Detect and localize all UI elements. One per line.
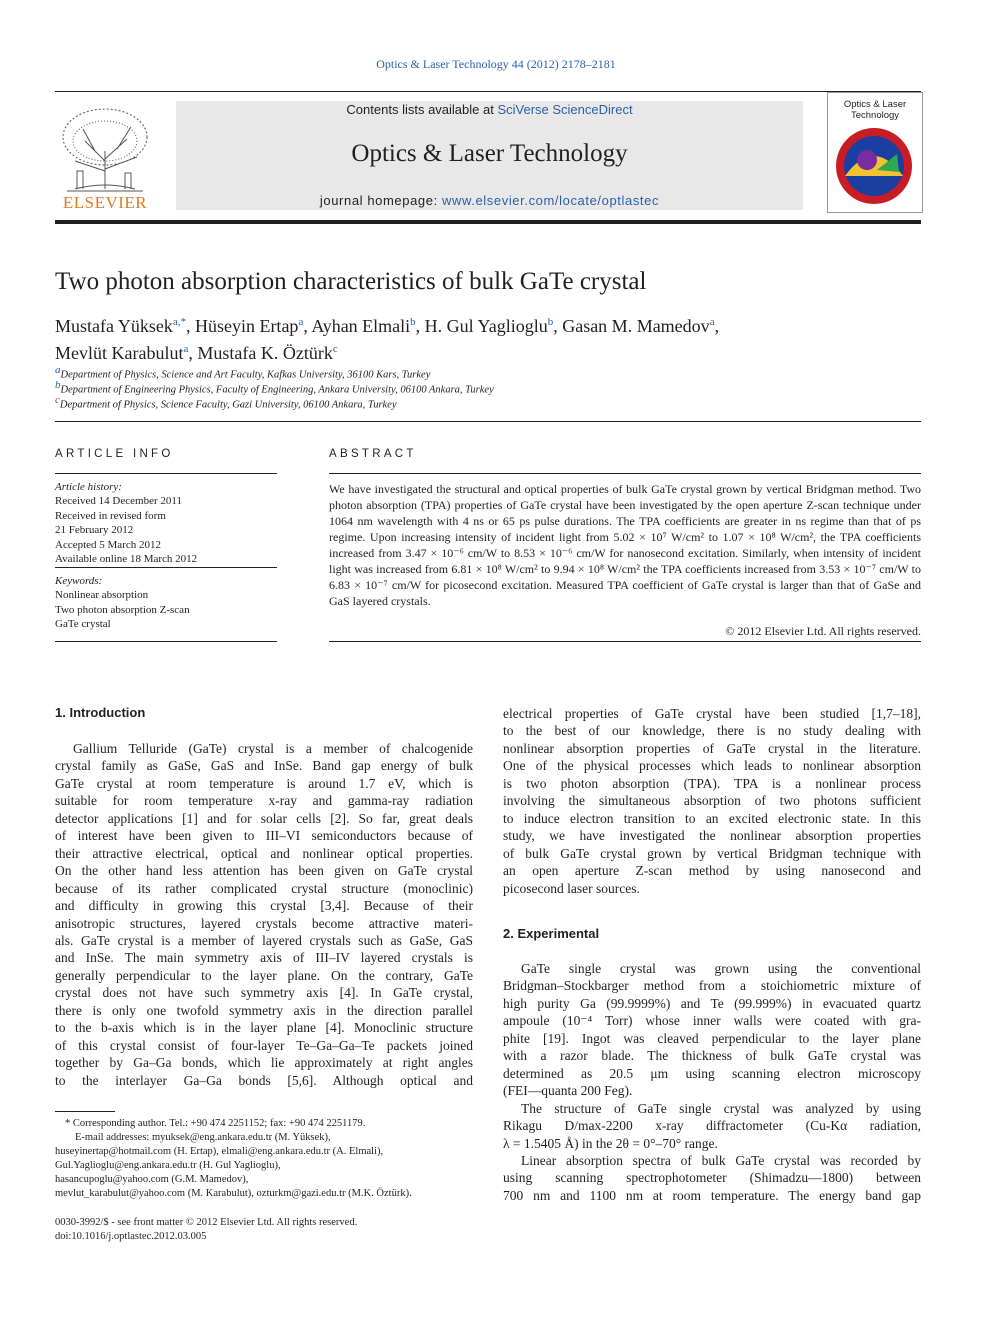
history-item: Available online 18 March 2012 — [55, 553, 198, 566]
text-line: picosecond laser sources. — [503, 880, 640, 896]
text-line: there is only one twofold symmetry axis in the direction parallel — [55, 1002, 473, 1018]
text-line: nonlinear absorption properties of GaTe crystal in the literature. — [503, 740, 921, 756]
keyword: GaTe crystal — [55, 618, 111, 631]
text-line: their attractive electrical, optical and nonlinear optical properties. — [55, 845, 473, 861]
text-line: using scanning spectrophotometer (Shimadzu—1800) between — [503, 1170, 921, 1186]
text-line: crystal does not have such symmetry axis [4]. In GaTe crystal, — [55, 985, 473, 1001]
affiliation-key: a — [55, 364, 61, 376]
author-affil-marker[interactable]: b — [410, 316, 416, 328]
author-separator: , — [188, 343, 198, 363]
text-line: is two photon absorption (TPA). TPA is a nonlinear process — [503, 775, 921, 791]
history-item: Received 14 December 2011 — [55, 495, 182, 508]
footnote-email[interactable]: huseyinertap@hotmail.com (H. Ertap), elmali@eng.ankara.edu.tr (A. Elmali), — [55, 1146, 384, 1157]
text-line: On the other hand less attention has been given on GaTe crystal — [55, 863, 473, 879]
text-line: and difficulty in growing this crystal [3,4]. Because of their — [55, 898, 473, 914]
paper-title: Two photon absorption characteristics of bulk GaTe crystal — [55, 268, 647, 295]
abstract-text: We have investigated the structural and optical properties of bulk GaTe crystal grown by vertical Bridgman method. Two photon absorption (TPA) properties of GaTe crystal have been investigated by the open aperture Z-scan technique under 1064 nm wavelength with 4 ns or 65 ps pulse durations. The TPA coefficients are greater in ns regime than that of ps regime. Upon increasing intensity of incident light from 5.02 × 10⁷ W/cm² to 1.07 × 10⁸ W/cm², the TPA coefficients increased from 3.47 × 10⁻⁶ cm/W to 8.53 × 10⁻⁶ cm/W for nanosecond excitation. Similarly, when intensity of incident light was increased from 6.81 × 10⁸ W/cm² to 9.94 × 10⁸ W/cm² the TPA coefficients increased from 3.53 × 10⁻⁷ cm/W to 6.83 × 10⁻⁷ cm/W for picosecond excitation. Measured TPA coefficient of GaTe crystal is larger than that of GaSe and GaS layered crystals. — [329, 482, 921, 608]
text-line: and InSe. The main symmetry axis of III–IV layered crystals is — [55, 950, 473, 966]
text-line: crystal family as GaSe, GaS and InSe. Band gap energy of bulk — [55, 758, 473, 774]
journal-citation[interactable]: Optics & Laser Technology 44 (2012) 2178–2181 — [376, 57, 616, 71]
text-line: 700 nm and 1100 nm at room temperature. The energy band gap — [503, 1187, 921, 1203]
author-name[interactable]: H. Gul Yaglioglu — [424, 316, 548, 336]
sciencedirect-link[interactable]: SciVerse ScienceDirect — [497, 102, 633, 117]
text-line: to the best of our knowledge, there is no study dealing with — [503, 723, 921, 739]
footnote-email[interactable]: hasancupoglu@yahoo.com (G.M. Mamedov), — [55, 1174, 249, 1185]
author-name[interactable]: Mustafa Yüksek — [55, 316, 173, 336]
affiliation-key: c — [55, 394, 60, 406]
text-line: generally perpendicular to the layer plane. On the contrary, GaTe — [55, 967, 473, 983]
history-label: Article history: — [55, 481, 122, 493]
author-separator: , — [185, 316, 195, 336]
article-info-rule — [55, 473, 277, 474]
footnote-email[interactable]: mevlut_karabulut@yahoo.com (M. Karabulut), ozturkm@gazi.edu.tr (M.K. Öztürk). — [55, 1188, 412, 1199]
homepage-link[interactable]: www.elsevier.com/locate/optlastec — [442, 193, 660, 208]
author-affil-marker[interactable]: b — [547, 316, 554, 328]
text-line: to the b-axis which is in the layer plane [4]. Monoclinic structure — [55, 1020, 473, 1036]
section-heading-introduction: 1. Introduction — [55, 705, 146, 720]
text-line: als. GaTe crystal is a member of layered crystals such as GaSe, GaS — [55, 932, 473, 948]
text-line: of this crystal consist of four-layer Te–Ga–Ga–Te packets joined — [55, 1037, 473, 1053]
affiliation — [55, 394, 397, 411]
footnote-email[interactable]: E-mail addresses: myuksek@eng.ankara.edu.tr (M. Yüksek), — [75, 1132, 331, 1143]
history-item: Accepted 5 March 2012 — [55, 538, 161, 551]
author-name[interactable]: Mustafa K. Öztürk — [197, 343, 333, 363]
author-name[interactable]: Gasan M. Mamedov — [562, 316, 710, 336]
text-line: together by Ga–Ga bonds, which lie approximately at right angles — [55, 1055, 473, 1071]
keyword: Nonlinear absorption — [55, 589, 149, 602]
author-separator: , — [303, 316, 312, 336]
issn-line: 0030-3992/$ - see front matter © 2012 Elsevier Ltd. All rights reserved. — [55, 1217, 358, 1228]
author-affil-marker[interactable]: a — [709, 316, 715, 328]
text-line: electrical properties of GaTe crystal have been studied [1,7–18], — [503, 706, 921, 721]
footnote-rule — [55, 1111, 115, 1112]
text-line: Rikagu D/max-2200 x-ray diffractometer (Cu-Kα radiation, — [503, 1118, 921, 1134]
text-line: to the interlayer Ga–Ga bonds [5,6]. Although optical and — [55, 1072, 473, 1088]
text-line: Linear absorption spectra of bulk GaTe crystal was recorded by — [521, 1152, 921, 1168]
text-line: study, we have investigated the nonlinear absorption properties — [503, 828, 921, 844]
author-name[interactable]: Ayhan Elmali — [311, 316, 411, 336]
homepage-prefix: journal homepage: — [319, 193, 443, 208]
text-line: The structure of GaTe single crystal was analyzed by using — [521, 1100, 921, 1116]
homepage-line — [176, 193, 803, 208]
footnotes — [55, 1117, 475, 1201]
author-separator: , — [714, 316, 720, 336]
text-line: because of its rather complicated crystal structure (monoclinic) — [55, 880, 473, 896]
author-separator: , — [553, 316, 563, 336]
abstract-copyright: © 2012 Elsevier Ltd. All rights reserved. — [725, 624, 921, 638]
elsevier-wordmark: ELSEVIER — [62, 193, 148, 212]
text-line: Gallium Telluride (GaTe) crystal is a member of chalcogenide — [73, 741, 473, 756]
abstract-bottom-rule — [329, 641, 921, 642]
abstract-rule — [329, 473, 921, 474]
introduction-body — [55, 740, 473, 1089]
affiliation-text: Department of Physics, Science and Art Faculty, Kafkas University, 36100 Kars, Turkey — [60, 369, 431, 381]
text-line: detector applications [1] and for solar cells [2]. So far, great deals — [55, 810, 473, 826]
keyword: Two photon absorption Z-scan — [55, 603, 190, 616]
introduction-continued — [503, 705, 921, 897]
experimental-body — [503, 960, 921, 1204]
journal-name: Optics & Laser Technology — [351, 140, 628, 167]
text-line: determined as 20.5 μm using scanning electron microscopy — [503, 1065, 921, 1081]
text-line: (FEI—quanta 200 Feg). — [503, 1083, 633, 1099]
text-line: suitable for room temperature x-ray and gamma-ray radiation — [55, 793, 473, 809]
footnote-corresponding: * Corresponding author. Tel.: +90 474 2251152; fax: +90 474 2251179. — [65, 1118, 366, 1129]
cover-artwork — [833, 126, 915, 206]
author-name[interactable]: Hüseyin Ertap — [194, 316, 299, 336]
history-item: 21 February 2012 — [55, 524, 134, 537]
article-info-bottom-rule — [55, 641, 277, 642]
text-line: of bulk GaTe crystal grown by vertical Bridgman technique with — [503, 845, 921, 861]
cover-title: Optics & Laser Technology — [843, 99, 907, 121]
history-item: Received in revised form — [55, 509, 166, 522]
keywords-label: Keywords: — [55, 575, 103, 587]
text-line: λ = 1.5405 Å) in the 2θ = 0°–70° range. — [503, 1135, 718, 1151]
text-line: an open aperture Z-scan method by using nanosecond and — [503, 863, 921, 879]
author-name[interactable]: Mevlüt Karabulut — [55, 343, 184, 363]
author-affil-marker[interactable]: a — [183, 343, 189, 355]
text-line: GaTe single crystal was grown using the conventional — [521, 961, 921, 976]
text-line: One of the physical processes which leads to nonlinear absorption — [503, 758, 921, 774]
text-line: anisotropic structures, layered crystals become attractive materi- — [55, 915, 473, 931]
keywords — [55, 574, 277, 632]
text-line: GaTe crystal at room temperature is around 1.7 eV, which is — [55, 775, 473, 791]
text-line: phite [19]. Ingot was cleaved perpendicular to the layer plane — [503, 1030, 921, 1046]
text-line: of interest have been given to III–VI semiconductors because of — [55, 828, 473, 844]
author-affil-marker[interactable]: c — [332, 343, 338, 355]
footnote-email[interactable]: Gul.Yaglioglu@eng.ankara.edu.tr (H. Gul Yaglioglu), — [55, 1160, 281, 1171]
affiliation-key: b — [55, 379, 61, 391]
affiliations-rule — [55, 421, 921, 422]
text-line: involving the simultaneous absorption of two photons sufficient — [503, 793, 921, 809]
author-affil-marker[interactable]: a,* — [172, 316, 186, 328]
text-line: to induce electron transition to an excited electronic state. In this — [503, 810, 921, 826]
author-affil-marker[interactable]: a — [298, 316, 304, 328]
affiliation-text: Department of Engineering Physics, Faculty of Engineering, Ankara University, 06100 Ankara, Turkey — [60, 384, 494, 396]
text-line: Bridgman–Stockbarger method from a stoichiometric mixture of — [503, 978, 921, 994]
article-info-heading: ARTICLE INFO — [55, 448, 174, 460]
bottom-identifiers — [55, 1216, 357, 1244]
text-line: high purity Ga (99.9999%) and Te (99.999%) in evacuated quartz — [503, 995, 921, 1011]
contents-prefix: Contents lists available at — [346, 102, 498, 117]
article-history — [55, 480, 277, 566]
author-separator: , — [415, 316, 425, 336]
text-line: with a razor blade. The thickness of bulk GaTe crystal was — [503, 1048, 921, 1064]
contents-line — [176, 102, 803, 117]
text-line: ampoule (10⁻⁴ Torr) whose inner walls were coated with gra- — [503, 1013, 921, 1029]
doi-line[interactable]: doi:10.1016/j.optlastec.2012.03.005 — [55, 1231, 207, 1242]
header-top-rule — [55, 91, 921, 92]
abstract-heading: ABSTRACT — [329, 448, 417, 460]
author-list — [55, 311, 925, 365]
history-keywords-rule — [55, 567, 277, 568]
header-bottom-rule — [55, 220, 921, 224]
section-heading-experimental: 2. Experimental — [503, 926, 600, 941]
affiliation-text: Department of Physics, Science Faculty, Gazi University, 06100 Ankara, Turkey — [59, 399, 397, 411]
